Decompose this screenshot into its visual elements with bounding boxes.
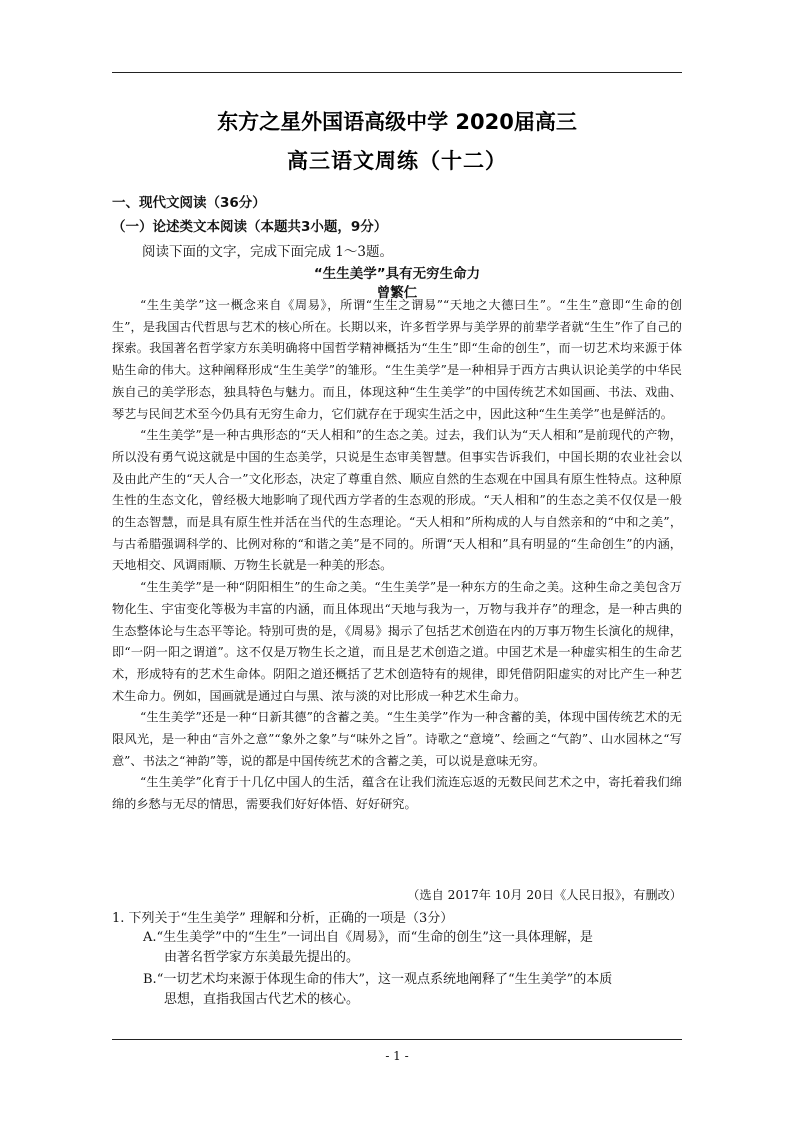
option-text-continued: 由著名哲学家方东美最先提出的。 — [164, 950, 360, 965]
option-text-continued: 思想，直指我国古代艺术的核心。 — [164, 992, 360, 1007]
school-title: 东方之星外国语高级中学 2020届高三 — [217, 110, 577, 134]
option-b — [143, 970, 683, 1010]
paper-title: 高三语文周练（十二） — [287, 149, 507, 173]
article-paragraph: “生生美学”这一概念来自《周易》，所谓“生生之谓易”“天地之大德曰生”。“生生”意即“生命的创生”，是我国古代哲思与艺术的核心所在。长期以来，许多哲学界与美学界的前辈学者就“生生”作了自己的探索。我国著名哲学家方东美明确将中国哲学精神概括为“生生”即“生命的创生”，而一切艺术均来源于体贴生命的伟大。这种阐释形成“生生美学”的雏形。“生生美学”是一种相异于西方古典认识论美学的中华民族自己的美学形态，独具特色与魅力。而且，体现这种“生生美学”的中国传统艺术如国画、书法、戏曲、琴艺与民间艺术至今仍具有无穷生命力，它们就存在于现实生活之中，因此这种“生生美学”也是鲜活的。 — [112, 298, 682, 421]
header-rule — [112, 72, 682, 73]
option-text: “生生美学”中的“生生”一词出自《周易》，而“生命的创生”这一具体理解，是 — [156, 930, 593, 945]
option-a — [143, 928, 683, 968]
question-1-stem: 1. 下列关于“生生美学” 理解和分析，正确的一项是（3分） — [112, 911, 454, 926]
option-text: “一切艺术均来源于体现生命的伟大”，这一观点系统地阐释了“生生美学”的本质 — [156, 972, 613, 987]
option-label: A. — [143, 930, 157, 945]
page-number: - 1 - — [385, 1049, 409, 1063]
footer-rule — [112, 1039, 682, 1040]
article-paragraph: “生生美学”化育于十几亿中国人的生活，蕴含在让我们流连忘返的无数民间艺术之中，寄托着我们绵绵的乡愁与无尽的情思，需要我们好好体悟、好好研究。 — [112, 775, 682, 812]
article-body — [112, 295, 682, 816]
section-heading: 一、现代文阅读（36分） — [112, 195, 266, 211]
section-subheading: （一）论述类文本阅读（本题共3小题，9分） — [112, 219, 388, 235]
article-source: （选自 2017年 10月 20日《人民日报》，有删改） — [407, 888, 682, 902]
article-author: 曾繁仁 — [376, 285, 418, 301]
article-paragraph: “生生美学”还是一种“日新其德”的含蓄之美。“生生美学”作为一种含蓄的美，体现中国传统艺术的无限风光，是一种由“言外之意”“象外之象”与“味外之旨”。诗歌之“意境”、绘画之“气韵”、山水园林之“写意”、书法之“神韵”等，说的都是中国传统艺术的含蓄之美，可以说是意味无穷。 — [112, 710, 682, 768]
article-title: “生生美学”具有无穷生命力 — [313, 266, 481, 282]
reading-instruction: 阅读下面的文字，完成下面完成 1～3题。 — [142, 244, 393, 260]
article-paragraph: “生生美学”是一种“阴阳相生”的生命之美。“生生美学”是一种东方的生命之美。这种生命之美包含万物化生、宇宙变化等极为丰富的内涵，而且体现出“天地与我为一，万物与我并存”的理念，是一种古典的生态整体论与生态平等论。特别可贵的是，《周易》揭示了包括艺术创造在内的万事万物生长演化的规律，即“一阴一阳之谓道”。这不仅是万物生长之道，而且是艺术创造之道。中国艺术是一种虚实相生的生命艺术，形成特有的艺术生命体。阴阳之道还概括了艺术创造特有的规律，即凭借阴阳虚实的对比产生一种艺术生命力。例如，国画就是通过白与黑、浓与淡的对比形成一种艺术生命力。 — [112, 580, 682, 703]
article-paragraph: “生生美学”是一种古典形态的“天人相和”的生态之美。过去，我们认为“天人相和”是前现代的产物，所以没有勇气说这就是中国的生态美学，只说是生态审美智慧。但事实告诉我们，中国长期的农业社会以及由此产生的“天人合一”文化形态，决定了尊重自然、顺应自然的生态观在中国具有原生性特点。这种原生性的生态文化，曾经极大地影响了现代西方学者的生态观的形成。“天人相和”的生态之美不仅仅是一般的生态智慧，而是具有原生性并活在当代的生态理论。“天人相和”所构成的人与自然亲和的“中和之美”，与古希腊强调科学的、比例对称的“和谐之美”是不同的。所谓“天人相和”具有明显的“生命创生”的内涵，天地相交、风调雨顺、万物生长就是一种美的形态。 — [112, 428, 682, 573]
option-label: B. — [143, 972, 157, 987]
